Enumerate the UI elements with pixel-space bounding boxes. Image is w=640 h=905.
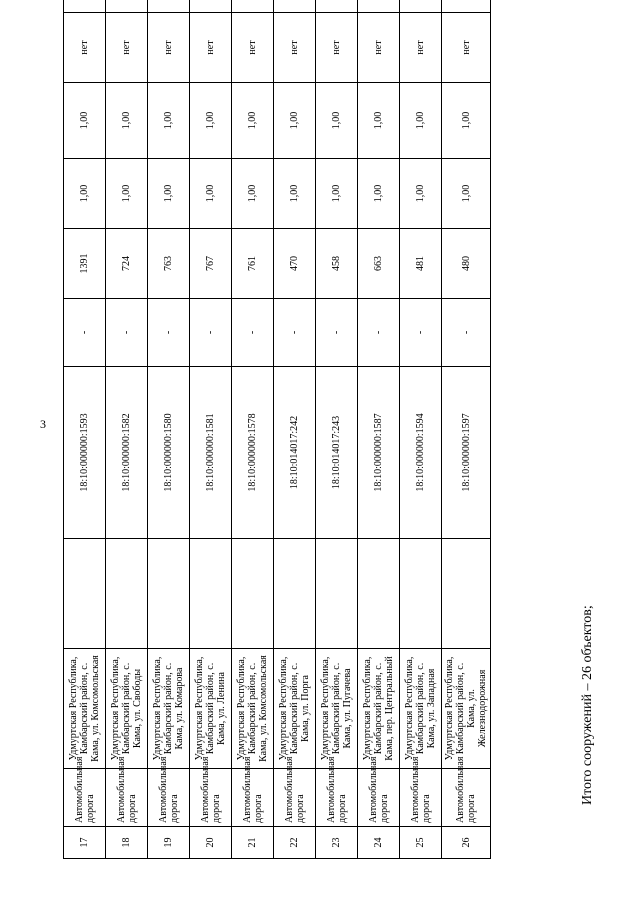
- cadastral-number: 18:10:000000:1581: [190, 367, 232, 539]
- length-value: 663: [358, 229, 400, 299]
- value-2: 1,00: [190, 83, 232, 159]
- empty-cell: [442, 539, 491, 649]
- flag-1: нет: [232, 13, 274, 83]
- flag-2: [64, 0, 106, 13]
- length-value: 724: [106, 229, 148, 299]
- value-2: 1,00: [106, 83, 148, 159]
- object-name: Автомобильная дорога: [358, 769, 400, 827]
- flag-2: [316, 0, 358, 13]
- empty-cell: [400, 539, 442, 649]
- registry-table: [63, 0, 491, 859]
- row-number: 22: [274, 827, 316, 859]
- table-row: [64, 0, 106, 859]
- value-1: 1,00: [190, 159, 232, 229]
- object-name: Автомобильная дорога: [232, 769, 274, 827]
- table-row: [358, 0, 400, 859]
- value-2: 1,00: [316, 83, 358, 159]
- cadastral-number: 18:10:000000:1580: [148, 367, 190, 539]
- flag-1: нет: [400, 13, 442, 83]
- value-2: 1,00: [442, 83, 491, 159]
- flag-1: нет: [148, 13, 190, 83]
- dash-cell: -: [442, 299, 491, 367]
- cadastral-number: 18:10:014017:243: [316, 367, 358, 539]
- length-value: 761: [232, 229, 274, 299]
- value-2: 1,00: [358, 83, 400, 159]
- row-number: 24: [358, 827, 400, 859]
- length-value: 481: [400, 229, 442, 299]
- object-address: Удмуртская Республика, Камбарский район, с. Кама, ул. Пугачева: [316, 649, 358, 769]
- cadastral-number: 18:10:014017:242: [274, 367, 316, 539]
- cadastral-number: 18:10:000000:1587: [358, 367, 400, 539]
- table-row: [148, 0, 190, 859]
- value-1: 1,00: [400, 159, 442, 229]
- value-2: 1,00: [64, 83, 106, 159]
- object-name: Автомобильная дорога: [190, 769, 232, 827]
- summary-text: Итого сооружений – 26 объектов;: [580, 605, 595, 805]
- value-1: 1,00: [442, 159, 491, 229]
- table-row: [190, 0, 232, 859]
- object-address: Удмуртская Республика, Камбарский район, с. Кама, ул. Комсомольская: [232, 649, 274, 769]
- value-1: 1,00: [232, 159, 274, 229]
- length-value: 1391: [64, 229, 106, 299]
- length-value: 470: [274, 229, 316, 299]
- flag-1: нет: [442, 13, 491, 83]
- table-row: [400, 0, 442, 859]
- flag-2: [400, 0, 442, 13]
- dash-cell: -: [316, 299, 358, 367]
- value-1: 1,00: [358, 159, 400, 229]
- page-number: 3: [40, 417, 46, 431]
- length-value: 763: [148, 229, 190, 299]
- value-2: 1,00: [148, 83, 190, 159]
- row-number: 18: [106, 827, 148, 859]
- dash-cell: -: [64, 299, 106, 367]
- value-2: 1,00: [400, 83, 442, 159]
- value-1: 1,00: [316, 159, 358, 229]
- flag-1: нет: [274, 13, 316, 83]
- flag-2: [232, 0, 274, 13]
- dash-cell: -: [148, 299, 190, 367]
- row-number: 23: [316, 827, 358, 859]
- empty-cell: [274, 539, 316, 649]
- row-number: 20: [190, 827, 232, 859]
- object-name: Автомобильная дорога: [316, 769, 358, 827]
- object-address: Удмуртская Республика, Камбарский район, с. Кама, ул. Комарова: [148, 649, 190, 769]
- value-1: 1,00: [148, 159, 190, 229]
- flag-2: [274, 0, 316, 13]
- flag-1: нет: [190, 13, 232, 83]
- object-address: Удмуртская Республика, Камбарский район, с. Кама, ул. Ленина: [190, 649, 232, 769]
- table-row: [442, 0, 491, 859]
- empty-cell: [106, 539, 148, 649]
- object-name: Автомобильная дорога: [64, 769, 106, 827]
- table-row: [316, 0, 358, 859]
- object-address: Удмуртская Республика, Камбарский район, с. Кама, ул. Порга: [274, 649, 316, 769]
- table-row: [106, 0, 148, 859]
- table-row: [274, 0, 316, 859]
- dash-cell: -: [106, 299, 148, 367]
- cadastral-number: 18:10:000000:1594: [400, 367, 442, 539]
- dash-cell: -: [232, 299, 274, 367]
- row-number: 25: [400, 827, 442, 859]
- object-name: Автомобильная дорога: [106, 769, 148, 827]
- cadastral-number: 18:10:000000:1578: [232, 367, 274, 539]
- dash-cell: -: [358, 299, 400, 367]
- flag-1: нет: [64, 13, 106, 83]
- empty-cell: [64, 539, 106, 649]
- value-2: 1,00: [274, 83, 316, 159]
- object-address: Удмуртская Республика, Камбарский район, с. Кама, ул. Комсомольская: [64, 649, 106, 769]
- table-row: [232, 0, 274, 859]
- flag-2: [358, 0, 400, 13]
- row-number: 19: [148, 827, 190, 859]
- flag-1: нет: [106, 13, 148, 83]
- flag-2: [148, 0, 190, 13]
- object-address: Удмуртская Республика, Камбарский район, с. Кама, ул. Западная: [400, 649, 442, 769]
- empty-cell: [148, 539, 190, 649]
- length-value: 767: [190, 229, 232, 299]
- value-1: 1,00: [274, 159, 316, 229]
- object-address: Удмуртская Республика, Камбарский район, с. Кама, пер. Центральный: [358, 649, 400, 769]
- object-name: Автомобильная дорога: [400, 769, 442, 827]
- dash-cell: -: [274, 299, 316, 367]
- length-value: 480: [442, 229, 491, 299]
- empty-cell: [358, 539, 400, 649]
- flag-2: [106, 0, 148, 13]
- length-value: 458: [316, 229, 358, 299]
- object-address: Удмуртская Республика, Камбарский район, с. Кама, ул. Свободы: [106, 649, 148, 769]
- cadastral-number: 18:10:000000:1593: [64, 367, 106, 539]
- row-number: 26: [442, 827, 491, 859]
- object-name: Автомобильная дорога: [274, 769, 316, 827]
- object-address: Удмуртская Республика, Камбарский район, с. Кама, ул. Железнодорожная: [442, 649, 491, 769]
- dash-cell: -: [190, 299, 232, 367]
- empty-cell: [232, 539, 274, 649]
- flag-1: нет: [316, 13, 358, 83]
- value-2: 1,00: [232, 83, 274, 159]
- empty-cell: [316, 539, 358, 649]
- row-number: 21: [232, 827, 274, 859]
- value-1: 1,00: [64, 159, 106, 229]
- table-body: [64, 0, 491, 859]
- cadastral-number: 18:10:000000:1582: [106, 367, 148, 539]
- cadastral-number: 18:10:000000:1597: [442, 367, 491, 539]
- flag-1: нет: [358, 13, 400, 83]
- flag-2: [442, 0, 491, 13]
- dash-cell: -: [400, 299, 442, 367]
- object-name: Автомобильная дорога: [148, 769, 190, 827]
- row-number: 17: [64, 827, 106, 859]
- value-1: 1,00: [106, 159, 148, 229]
- flag-2: [190, 0, 232, 13]
- empty-cell: [190, 539, 232, 649]
- object-name: Автомобильная дорога: [442, 769, 491, 827]
